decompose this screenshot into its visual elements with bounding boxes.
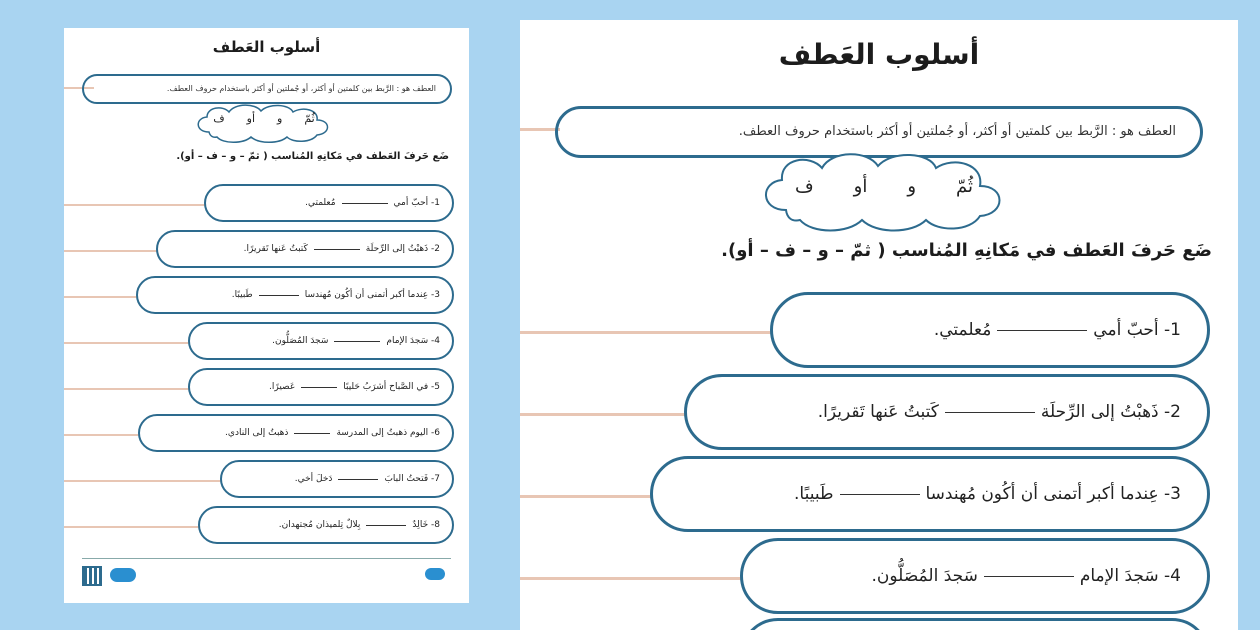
question-3: 3- عِندما أكبر أتمنى أن أكُون مُهندساطَبيبًا. — [136, 276, 454, 314]
question-2: 2- ذَهبْتُ إلى الرِّحلَةكَتبتُ عَنها تَقريرًا. — [156, 230, 454, 268]
conjunctions-cloud — [189, 102, 339, 144]
guide-line — [520, 128, 560, 131]
guide-line — [64, 296, 141, 298]
answer-blank[interactable] — [338, 478, 378, 480]
guide-line — [64, 342, 193, 344]
answer-blank[interactable] — [342, 202, 388, 204]
instruction-text: ضَع حَرفَ العَطف في مَكانِهِ المُناسب ( ثمّ – و – ف – أو). — [176, 151, 449, 162]
answer-blank[interactable] — [314, 248, 360, 250]
conjunction-4: ف — [794, 176, 814, 197]
conjunctions-cloud — [750, 148, 1018, 234]
guide-line — [520, 577, 748, 580]
answer-blank[interactable] — [366, 524, 406, 526]
guide-line — [64, 388, 193, 390]
answer-blank[interactable] — [334, 340, 380, 342]
answer-blank[interactable] — [984, 575, 1074, 577]
conjunction-3: أو — [246, 112, 256, 125]
worksheet-title: أسلوب العَطف — [212, 38, 321, 56]
definition-box: العطف هو : الرَّبط بين كلمتين أو أكثر، أو جُملتين أو أكثر باستخدام حروف العطف. — [555, 106, 1203, 158]
question-1: 1- أحبّ أميمُعلمتي. — [204, 184, 454, 222]
worksheet-thumbnail — [64, 28, 469, 603]
question-6: 6- اليوم ذهبتُ إلى المدرسةذهبتُ إلى النادي. — [138, 414, 454, 452]
guide-line — [520, 331, 778, 334]
answer-blank[interactable] — [945, 411, 1035, 413]
answer-blank[interactable] — [301, 386, 337, 388]
answer-blank[interactable] — [840, 493, 920, 495]
question-4: 4- سَجدَ الإمامسَجدَ المُصَلُّون. — [740, 538, 1210, 614]
brand-logo-icon — [425, 568, 445, 580]
conjunction-1: ثُمّ — [956, 176, 974, 197]
definition-box: العطف هو : الرَّبط بين كلمتين أو أكثر، أو جُملتين أو أكثر باستخدام حروف العطف. — [82, 74, 452, 104]
question-7: 7- فَتحتُ البابَدَخلَ أخي. — [220, 460, 454, 498]
conjunction-3: أو — [853, 176, 868, 197]
conjunction-2: و — [907, 176, 917, 197]
guide-line — [520, 413, 692, 416]
question-2: 2- ذَهبْتُ إلى الرِّحلَةكَتبتُ عَنها تَقريرًا. — [684, 374, 1210, 450]
question-5: 5- في الصَّباح أشرَبُ حَليبًاعَصيرًا. — [188, 368, 454, 406]
worksheet-title: أسلوب العَطف — [778, 38, 980, 71]
answer-blank[interactable] — [997, 329, 1087, 331]
question-3: 3- عِندما أكبر أتمنى أن أكُون مُهندساطَبيبًا. — [650, 456, 1210, 532]
guide-line — [64, 204, 209, 206]
conjunction-1: ثُمّ — [304, 112, 315, 125]
answer-blank[interactable] — [259, 294, 299, 296]
question-8: 8- خَالِدٌبِلالٌ تِلميذان مُجتهدان. — [198, 506, 454, 544]
conjunction-2: و — [277, 112, 283, 125]
brand-logo-icon — [110, 568, 136, 582]
guide-line — [520, 495, 658, 498]
worksheet-preview — [520, 20, 1238, 630]
instruction-text: ضَع حَرفَ العَطف في مَكانِهِ المُناسب ( ثمّ – و – ف – أو). — [721, 240, 1212, 261]
question-4: 4- سَجدَ الإمامسَجدَ المُصَلُّون. — [188, 322, 454, 360]
guide-line — [64, 526, 203, 528]
question-5 — [740, 618, 1210, 630]
guide-line — [64, 250, 161, 252]
answer-blank[interactable] — [294, 432, 330, 434]
conjunction-4: ف — [213, 112, 225, 125]
footer-divider — [82, 558, 451, 559]
qr-code-icon — [82, 566, 102, 586]
guide-line — [64, 480, 225, 482]
question-1: 1- أحبّ أميمُعلمتي. — [770, 292, 1210, 368]
guide-line — [64, 434, 143, 436]
